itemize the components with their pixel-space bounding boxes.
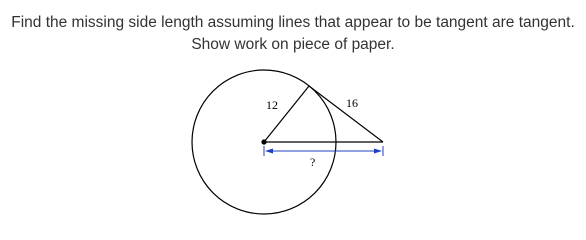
question-text-line-1: Find the missing side length assuming lines that appear to be tangent are tangent. — [11, 14, 575, 31]
question-text-line-2: Show work on piece of paper. — [191, 36, 395, 53]
unknown-length-label: ? — [310, 155, 316, 169]
center-point — [261, 139, 266, 144]
tangent-segment — [309, 86, 383, 142]
measurement-arrow — [264, 146, 383, 156]
radius-segment — [264, 86, 309, 142]
radius-label: 12 — [266, 98, 278, 112]
tangent-length-label: 16 — [346, 96, 358, 110]
